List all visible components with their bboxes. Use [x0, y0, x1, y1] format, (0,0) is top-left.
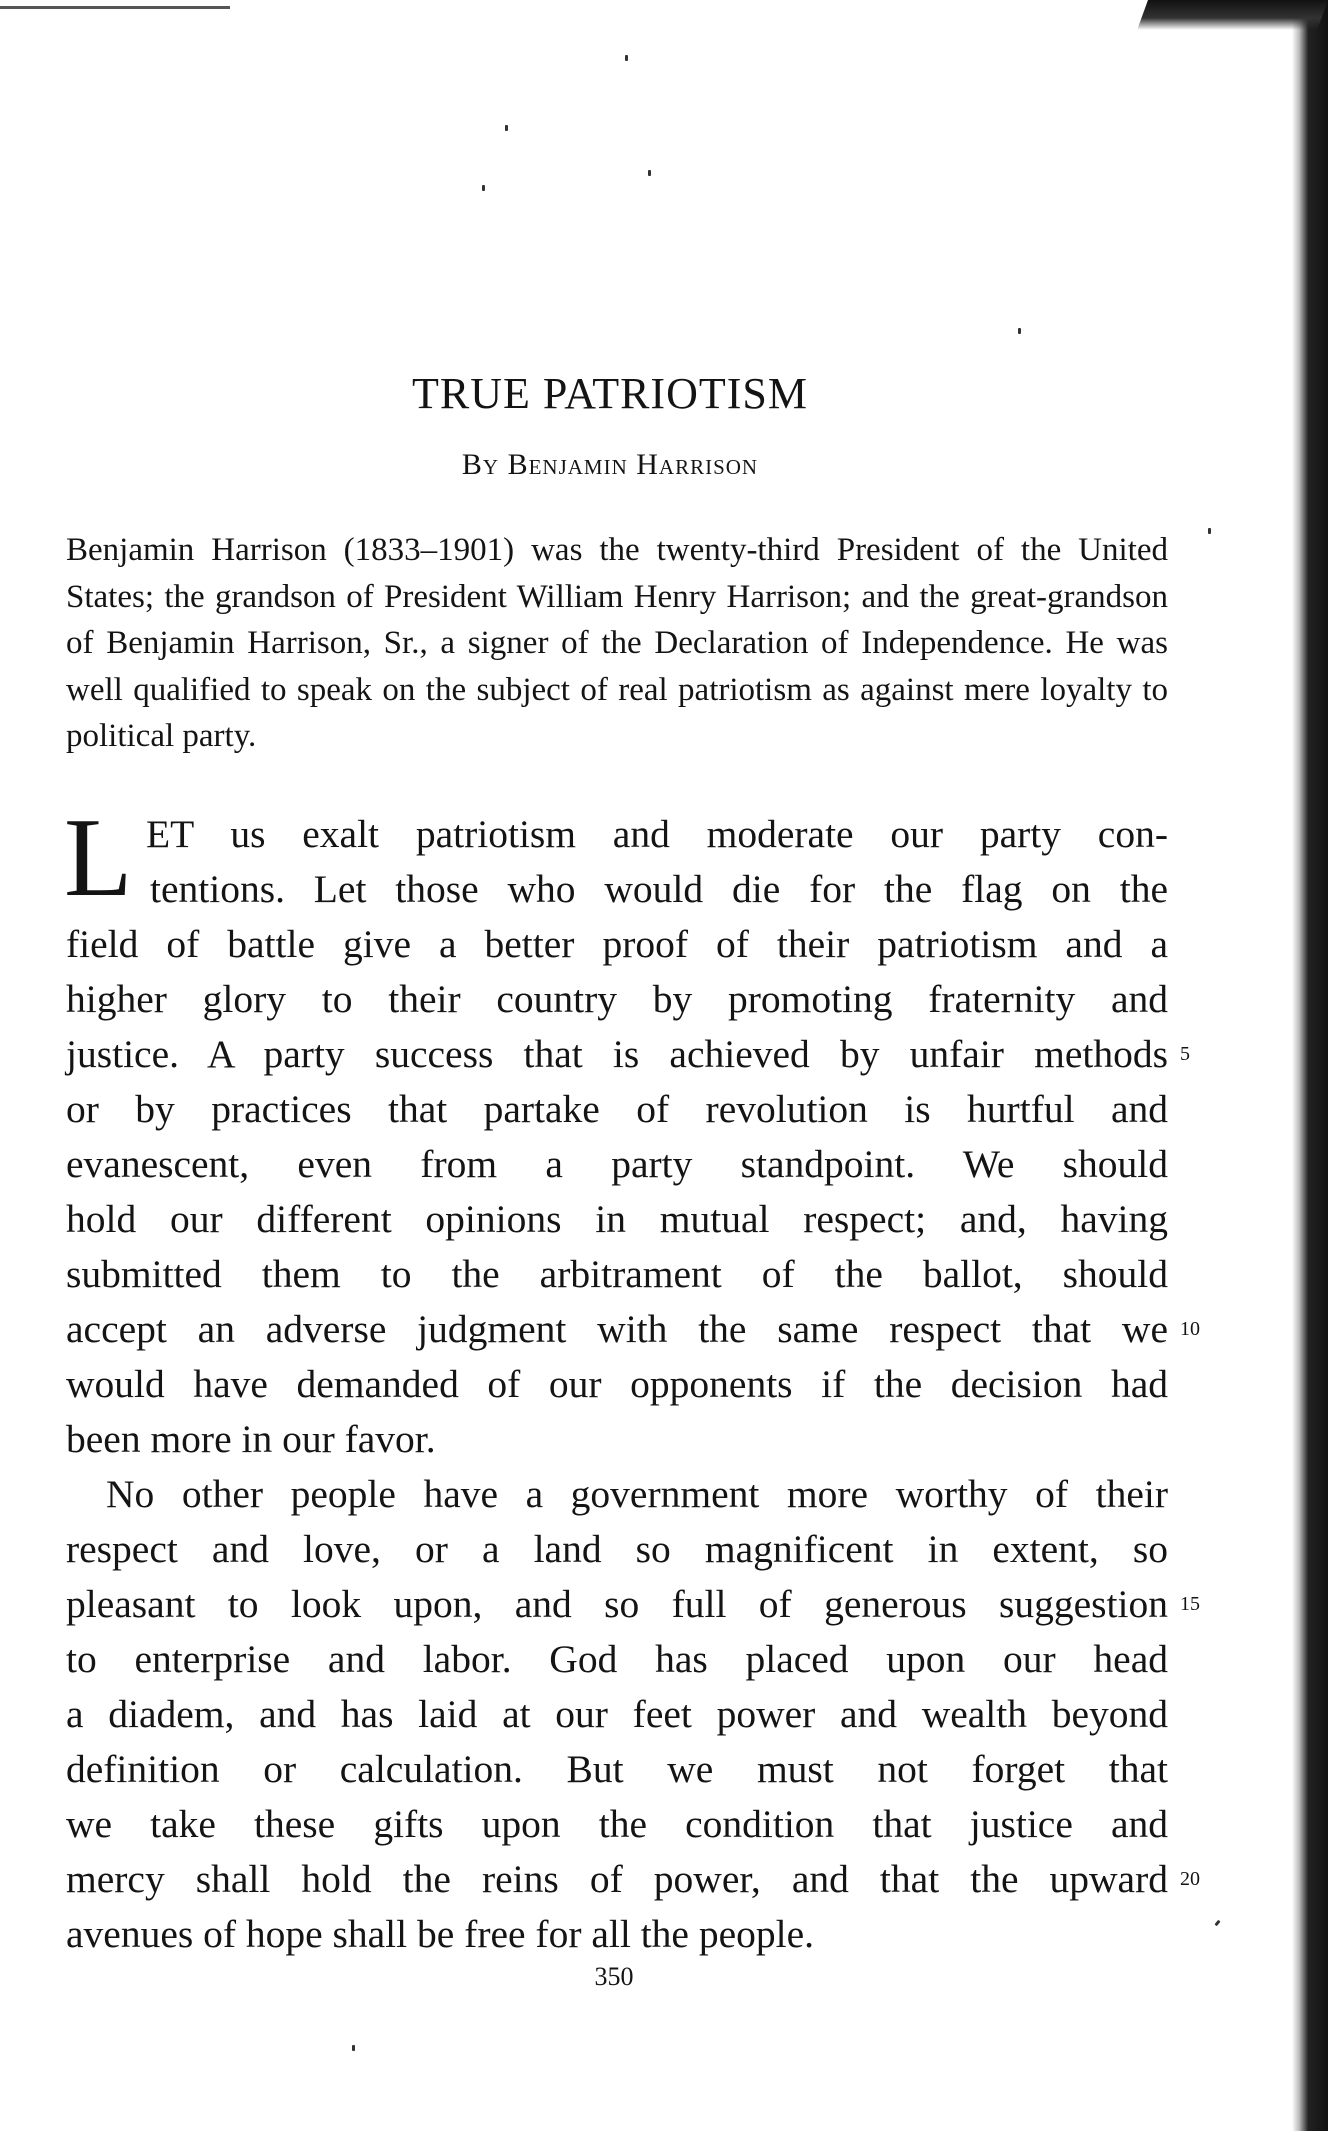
paragraph1-line: submitted them to the arbitrament of the ballot, should: [66, 1252, 1168, 1296]
paragraph2-line: to enterprise and labor. God has placed upon our head: [66, 1637, 1168, 1681]
paragraph1-line: or by practices that partake of revolution is hurtful and: [66, 1087, 1168, 1131]
line-number: 10: [1180, 1318, 1200, 1340]
line-number: 5: [1180, 1043, 1190, 1065]
paragraph1-line: been more in our favor.: [66, 1417, 436, 1461]
top-rule: [0, 6, 230, 9]
paragraph2-line: avenues of hope shall be free for all the people.: [66, 1912, 814, 1956]
page-number: 350: [594, 1962, 634, 1991]
paragraph1-line: would have demanded of our opponents if the decision had: [66, 1362, 1168, 1406]
print-speck: [1208, 528, 1211, 534]
drop-cap: L: [64, 796, 133, 920]
page-corner-shadow: [1137, 0, 1328, 30]
print-speck: [482, 185, 485, 191]
paragraph1-line: tentions. Let those who would die for the flag on the: [150, 867, 1168, 911]
paragraph1-line: justice. A party success that is achieved by unfair methods: [66, 1032, 1168, 1076]
paragraph1-line: accept an adverse judgment with the same respect that we: [66, 1307, 1168, 1351]
print-speck: [1018, 328, 1021, 334]
paragraph1-line: hold our different opinions in mutual respect; and, having: [66, 1197, 1168, 1241]
print-speck: [625, 55, 628, 61]
author-byline: By Benjamin Harrison: [461, 448, 759, 481]
paragraph2-line: a diadem, and has laid at our feet power and wealth beyond: [66, 1692, 1168, 1736]
page-binding-edge: [1292, 0, 1328, 2131]
line-number: 20: [1180, 1868, 1200, 1890]
print-speck: [505, 125, 508, 131]
paragraph2-line: respect and love, or a land so magnificent in extent, so: [66, 1527, 1168, 1571]
print-speck: [648, 170, 651, 176]
intro-paragraph: Benjamin Harrison (1833–1901) was the twenty-third President of the United States; the grandson of President William Henry Harrison; and the great-grandson of Benjamin Harrison, Sr., a signer of the Declaration of Independence. He was well qualified to speak on the subject of real patriotism as against mere loyalty to political party.: [66, 532, 1168, 754]
paragraph2-line: we take these gifts upon the condition that justice and: [66, 1802, 1168, 1846]
paragraph1-line: evanescent, even from a party standpoint. We should: [66, 1142, 1168, 1186]
paragraph1-line: ET us exalt patriotism and moderate our party con-: [146, 812, 1168, 856]
page-title: TRUE PATRIOTISM: [412, 369, 808, 418]
print-speck: [1214, 1920, 1220, 1927]
paragraph2-line: mercy shall hold the reins of power, and that the upward: [66, 1857, 1168, 1901]
paragraph2-line: definition or calculation. But we must not forget that: [66, 1747, 1168, 1791]
paragraph2-line: No other people have a government more worthy of their: [106, 1472, 1168, 1516]
paragraph2-line: pleasant to look upon, and so full of generous suggestion: [66, 1582, 1168, 1626]
paragraph1-line: field of battle give a better proof of their patriotism and a: [66, 922, 1168, 966]
paragraph1-line: higher glory to their country by promoting fraternity and: [66, 977, 1168, 1021]
line-number: 15: [1180, 1593, 1200, 1615]
print-speck: [352, 2045, 355, 2051]
